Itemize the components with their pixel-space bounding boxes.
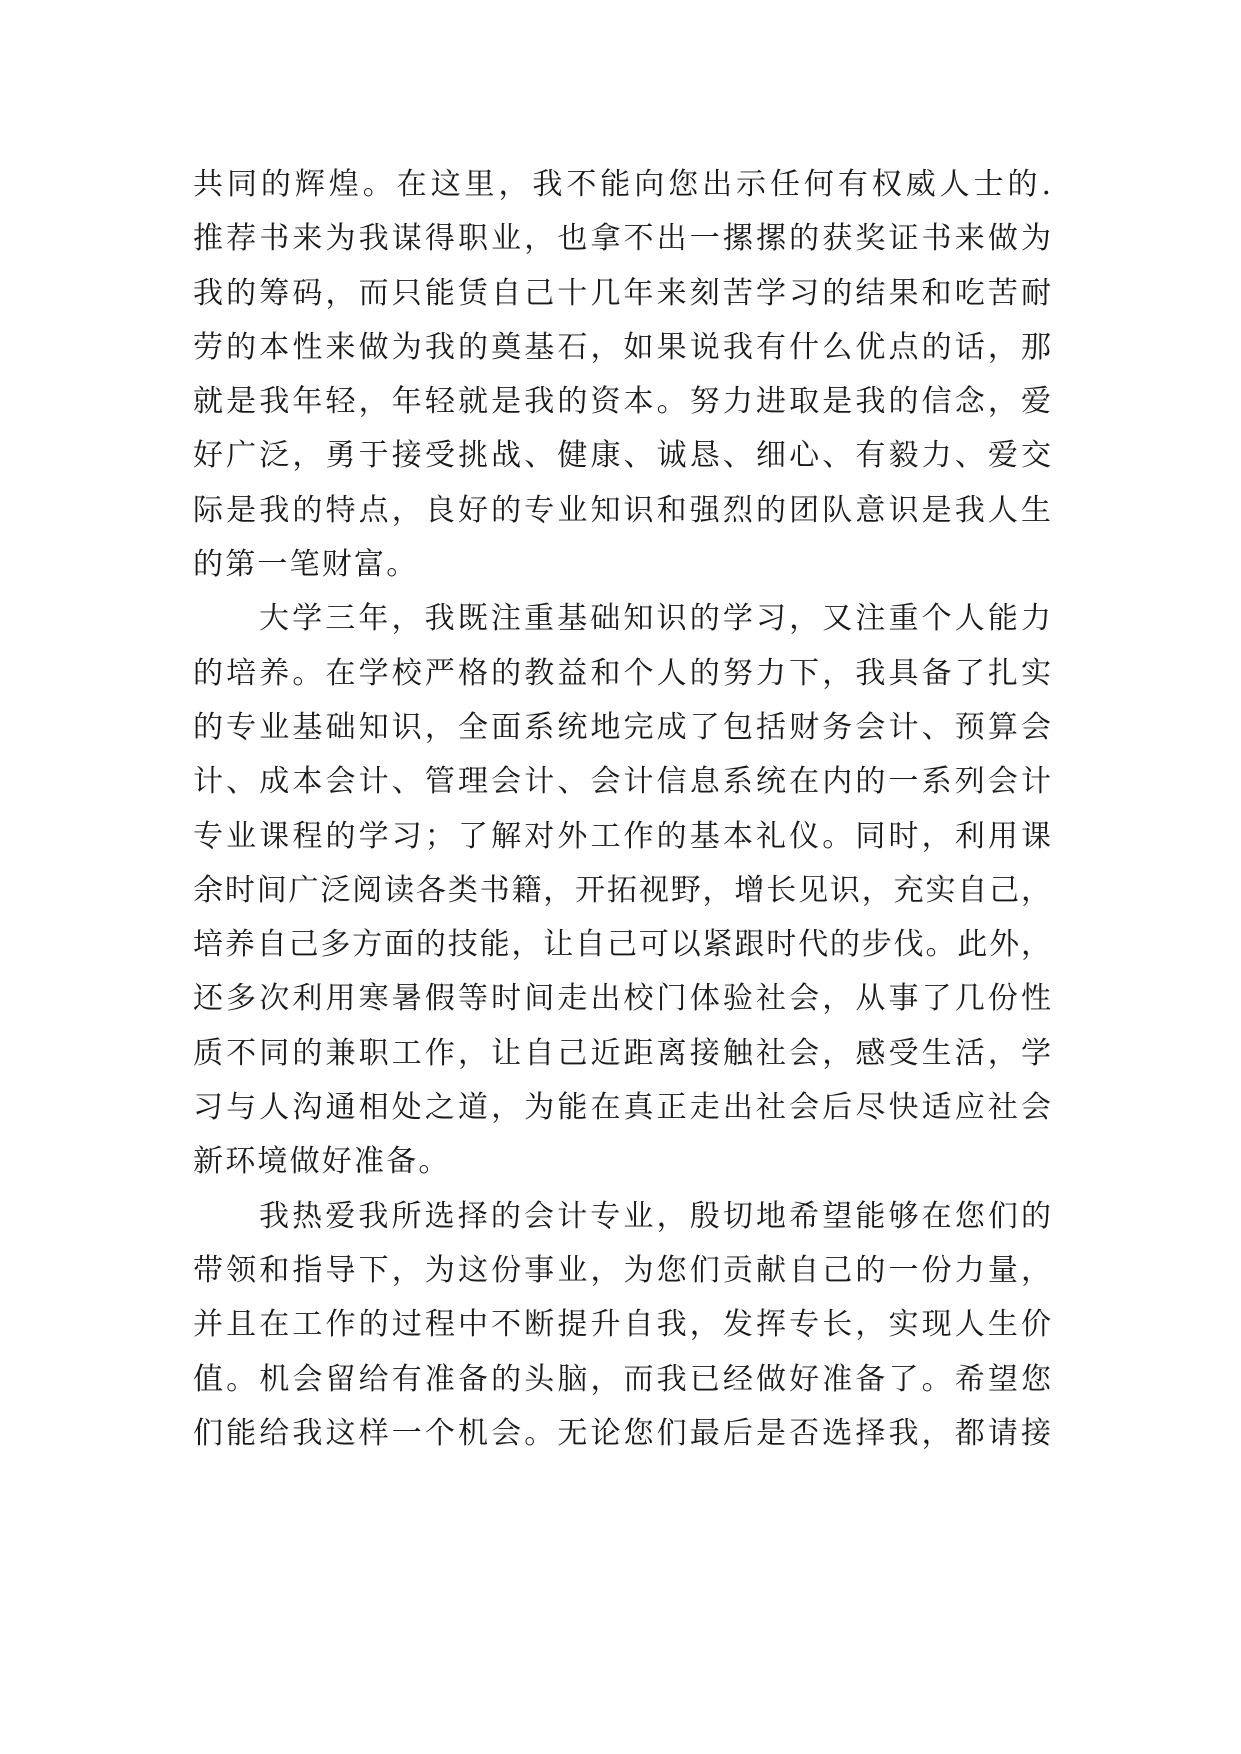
paragraph-first-line: 大学三年，我既注重基础知识的学习，又注重个人能力 <box>259 601 1051 637</box>
text-line: 新环境做好准备。 <box>193 1144 451 1180</box>
text-line: 习与人沟通相处之道，为能在真正走出社会后尽快适应社会 <box>193 1090 1051 1126</box>
text-line: 就是我年轻，年轻就是我的资本。努力进取是我的信念，爱 <box>193 384 1051 420</box>
text-line: 专业课程的学习；了解对外工作的基本礼仪。同时，利用课 <box>193 818 1051 854</box>
text-line: 推荐书来为我谋得职业，也拿不出一摞摞的获奖证书来做为 <box>193 221 1051 257</box>
text-line: 劳的本性来做为我的奠基石，如果说我有什么优点的话，那 <box>193 329 1051 365</box>
text-line: 我的筹码，而只能赁自己十几年来刻苦学习的结果和吃苦耐 <box>193 275 1051 311</box>
text-line: 带领和指导下，为这份事业，为您们贡献自己的一份力量， <box>193 1252 1051 1288</box>
body-text <box>193 158 1051 1461</box>
text-line: 培养自己多方面的技能，让自己可以紧跟时代的步伐。此外， <box>193 927 1051 963</box>
text-line: 共同的辉煌。在这里，我不能向您出示任何有权威人士的. <box>193 167 1051 202</box>
text-line: 际是我的特点，良好的专业知识和强烈的团队意识是我人生 <box>193 492 1051 528</box>
text-line: 并且在工作的过程中不断提升自我，发挥专长，实现人生价 <box>193 1307 1051 1343</box>
paragraph-first-line: 我热爱我所选择的会计专业，殷切地希望能够在您们的 <box>259 1198 1051 1234</box>
text-line: 的专业基础知识，全面系统地完成了包括财务会计、预算会 <box>193 709 1051 745</box>
text-line: 好广泛，勇于接受挑战、健康、诚恳、细心、有毅力、爱交 <box>193 438 1051 474</box>
text-line: 质不同的兼职工作，让自己近距离接触社会，感受生活，学 <box>193 1035 1051 1071</box>
text-line: 计、成本会计、管理会计、会计信息系统在内的一系列会计 <box>193 764 1051 800</box>
text-line: 余时间广泛阅读各类书籍，开拓视野，增长见识，充实自己， <box>193 872 1051 908</box>
text-line: 还多次利用寒暑假等时间走出校门体验社会，从事了几份性 <box>193 981 1051 1017</box>
text-line: 值。机会留给有准备的头脑，而我已经做好准备了。希望您 <box>193 1361 1051 1397</box>
text-line: 的第一笔财富。 <box>193 547 419 583</box>
text-line: 们能给我这样一个机会。无论您们最后是否选择我，都请接 <box>193 1415 1051 1451</box>
text-line: 的培养。在学校严格的教益和个人的努力下，我具备了扎实 <box>193 655 1051 691</box>
